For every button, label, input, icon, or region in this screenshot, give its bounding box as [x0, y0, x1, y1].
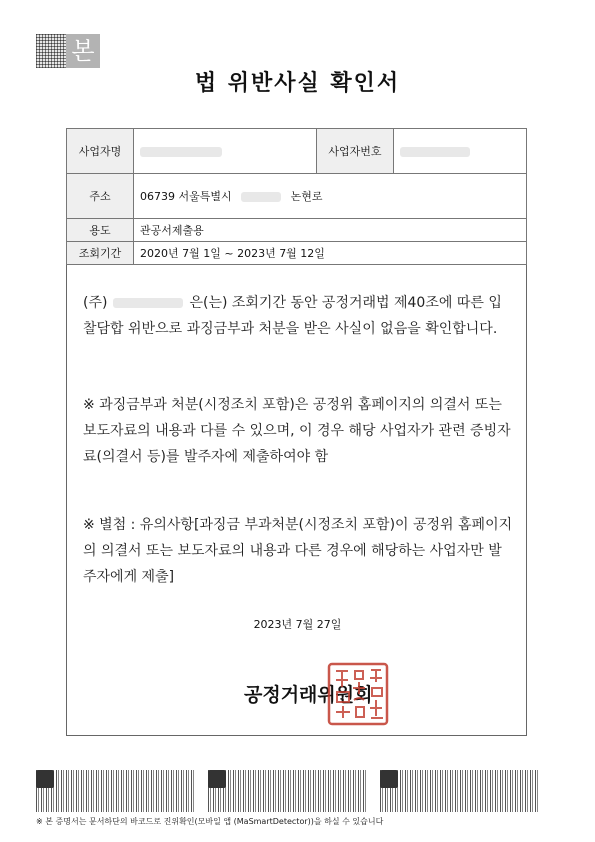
barcode-1 [36, 770, 196, 812]
address-postcode-city: 06739 서울특별시 [140, 190, 232, 203]
barcode-3 [380, 770, 540, 812]
period-label: 조회기간 [67, 242, 134, 265]
confirmation-text: 은(는) 조회기간 동안 공정거래법 제40조에 따른 입찰담합 위반으로 과징금부과 처분을 받은 사실이 없음을 확인합니다. [83, 295, 502, 337]
barcode-2 [208, 770, 368, 812]
redacted-company-name [113, 298, 183, 308]
business-number-label: 사업자번호 [317, 129, 394, 174]
redacted-address-district [241, 192, 281, 202]
attachment-paragraph: ※ 별첨 : 유의사항[과징금 부과처분(시정조치 포함)이 공정위 홈페이지의 의결서 또는 보도자료의 내용과 다른 경우에 해당하는 사업자만 발주자에게 제출] [83, 517, 513, 585]
original-badge [36, 34, 100, 68]
period-value: 2020년 7월 1일 ~ 2023년 7월 12일 [134, 242, 527, 265]
barcode-3-marker [380, 770, 398, 788]
seal-glyphs [336, 670, 383, 718]
verification-barcodes [36, 770, 560, 812]
official-seal [327, 662, 389, 726]
issue-date: 2023년 7월 27일 [253, 618, 342, 631]
purpose-value: 관공서제출용 [134, 219, 527, 242]
business-name-value [134, 129, 317, 174]
info-table [66, 128, 527, 265]
badge-pattern [36, 34, 68, 68]
barcode-1-marker [36, 770, 54, 788]
address-road: 논현로 [290, 190, 323, 203]
business-name-label: 사업자명 [67, 129, 134, 174]
issuer-name: 공정거래위원회 [244, 684, 373, 706]
company-prefix: (주) [83, 295, 108, 311]
address-value [134, 174, 527, 219]
badge-label: 본 [66, 34, 100, 68]
redacted-business-number [400, 147, 470, 157]
footer-verification-note: ※ 본 증명서는 문서하단의 바코드로 진위확인(모바일 앱 (MaSmartDetector))을 하실 수 있습니다 [36, 817, 384, 826]
document-title: 법 위반사실 확인서 [194, 71, 401, 96]
redacted-business-name [140, 147, 222, 157]
barcode-2-marker [208, 770, 226, 788]
business-number-value [394, 129, 527, 174]
confirmation-paragraph [83, 290, 513, 342]
notice-paragraph: ※ 과징금부과 처분(시정조치 포함)은 공정위 홈페이지의 의결서 또는 보도자료의 내용과 다를 수 있으며, 이 경우 해당 사업자가 관련 증빙자료(의결서 등)를 발주자에 제출하여야 함 [83, 397, 511, 465]
purpose-label: 용도 [67, 219, 134, 242]
address-label: 주소 [67, 174, 134, 219]
